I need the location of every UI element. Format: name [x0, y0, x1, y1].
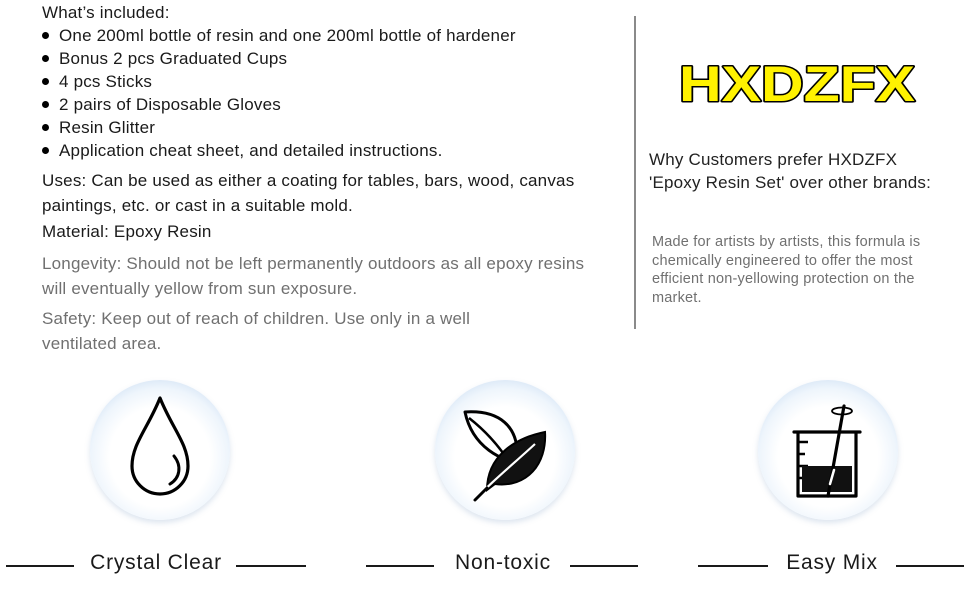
logo-text: HXDZFX	[679, 58, 915, 108]
feature-non-toxic	[435, 380, 575, 520]
longevity-text: Longevity: Should not be left permanently outdoors as all epoxy resins will eventually yellow from sun exposure.	[42, 254, 585, 298]
feature-easy-mix	[758, 380, 898, 520]
feature-bubble	[758, 380, 898, 520]
bullet-icon	[42, 78, 49, 85]
label-rule-right	[896, 565, 964, 567]
list-item	[42, 25, 516, 48]
list-item-text: One 200ml bottle of resin and one 200ml bottle of hardener	[59, 26, 516, 45]
why-heading: Why Customers prefer HXDZFX 'Epoxy Resin Set' over other brands:	[649, 150, 932, 192]
safety-text: Safety: Keep out of reach of children. Use only in a well ventilated area.	[42, 309, 471, 353]
label-rule-left	[6, 565, 74, 567]
list-item	[42, 71, 516, 94]
feature-label-crystal-clear: Crystal Clear	[90, 551, 222, 574]
feature-label-easy-mix: Easy Mix	[786, 551, 878, 574]
column-divider	[634, 16, 636, 329]
label-rule-left	[698, 565, 768, 567]
list-item-text: 2 pairs of Disposable Gloves	[59, 95, 281, 114]
included-heading: What’s included:	[42, 3, 170, 22]
bullet-icon	[42, 55, 49, 62]
feature-bubble	[90, 380, 230, 520]
list-item-text: 4 pcs Sticks	[59, 72, 153, 91]
list-item-text: Application cheat sheet, and detailed instructions.	[59, 141, 443, 160]
label-rule-right	[570, 565, 638, 567]
beaker-stir-icon	[758, 380, 898, 520]
list-item	[42, 140, 516, 163]
bullet-icon	[42, 147, 49, 154]
bullet-icon	[42, 101, 49, 108]
feature-label-non-toxic: Non-toxic	[455, 551, 551, 574]
uses-text: Uses: Can be used as either a coating for tables, bars, wood, canvas paintings, etc. or cast in a suitable mold.	[42, 171, 575, 215]
list-item	[42, 94, 516, 117]
feature-bubble	[435, 380, 575, 520]
made-for-artists-text: Made for artists by artists, this formula is chemically engineered to offer the most efficient non-yellowing protection on the market.	[652, 234, 921, 306]
bullet-icon	[42, 32, 49, 39]
label-rule-right	[236, 565, 306, 567]
bullet-icon	[42, 124, 49, 131]
label-rule-left	[366, 565, 434, 567]
feature-crystal-clear	[90, 380, 230, 520]
brand-logo	[676, 58, 918, 108]
list-item-text: Bonus 2 pcs Graduated Cups	[59, 49, 288, 68]
list-item	[42, 48, 516, 71]
list-item-text: Resin Glitter	[59, 118, 156, 137]
leaf-icon	[435, 380, 575, 520]
included-list	[42, 25, 516, 163]
droplet-icon	[90, 380, 230, 520]
list-item	[42, 117, 516, 140]
material-text: Material: Epoxy Resin	[42, 222, 212, 241]
